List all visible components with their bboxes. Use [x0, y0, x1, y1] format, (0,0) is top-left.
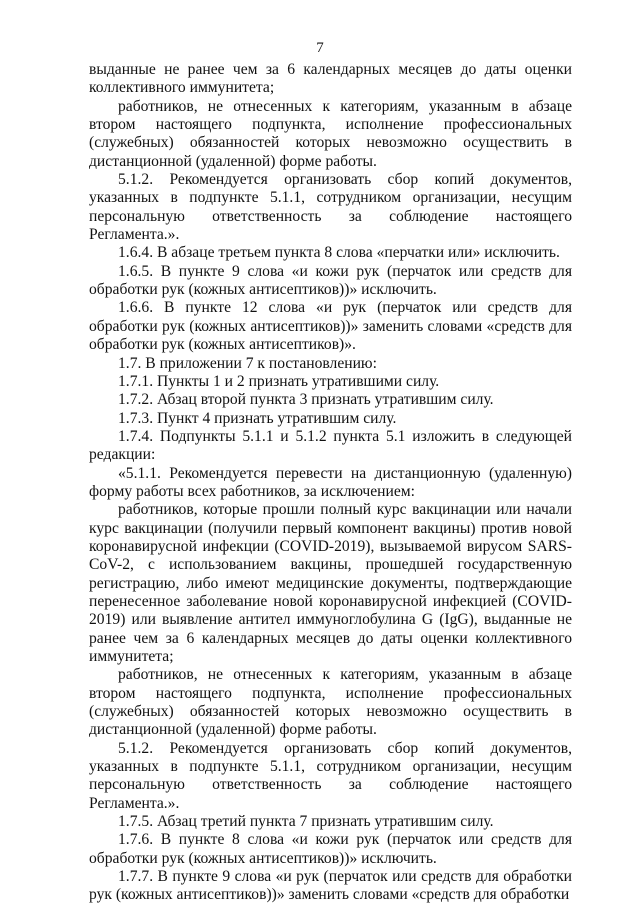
paragraph: 1.7.6. В пункте 8 слова «и кожи рук (перчаток или средств для обработки рук (кожных антисептиков))» исключить.	[89, 831, 572, 867]
document-body	[89, 61, 572, 905]
paragraph: выданные не ранее чем за 6 календарных месяцев до даты оценки коллективного иммунитета;	[89, 61, 572, 97]
paragraph: 1.6.5. В пункте 9 слова «и кожи рук (перчаток или средств для обработки рук (кожных антисептиков))» исключить.	[89, 262, 572, 299]
paragraph: 1.6.4. В абзаце третьем пункта 8 слова «перчатки или» исключить.	[118, 244, 560, 262]
page-number: 7	[316, 40, 324, 56]
paragraph: 1.7.4. Подпункты 5.1.1 и 5.1.2 пункта 5.1 изложить в следующей редакции:	[89, 427, 572, 464]
paragraph: работников, не отнесенных к категориям, указанным в абзаце втором настоящего подпункта, исполнение профессиональных (служебных) обязанностей которых невозможно осуществить в дистанционной (удаленной) форме работы.	[89, 97, 572, 170]
paragraph: работников, которые прошли полный курс вакцинации или начали курс вакцинации (получили первый компонент вакцины) против новой коронавирусной инфекции (COVID-2019), вызываемой вирусом SARS-CoV-2, с использованием вакцины, прошедшей государственную регистрацию, либо имеют медицинские документы, подтверждающие перенесенное заболевание новой коронавирусной инфекцией (COVID-2019) или выявление антител иммуноглобулина G (IgG), выданные не ранее чем за 6 календарных месяцев до даты оценки коллективного иммунитета;	[89, 501, 572, 665]
paragraph: 1.7.3. Пункт 4 признать утратившим силу.	[118, 409, 397, 427]
paragraph: 5.1.2. Рекомендуется организовать сбор копий документов, указанных в подпункте 5.1.1, сотрудником организации, несущим персональную ответственность за соблюдение настоящего Регламента.».	[89, 739, 572, 812]
paragraph: 1.7.1. Пункты 1 и 2 признать утратившими силу.	[118, 372, 440, 390]
paragraph: работников, не отнесенных к категориям, указанным в абзаце втором настоящего подпункта, исполнение профессиональных (служебных) обязанностей которых невозможно осуществить в дистанционной (удаленной) форме работы.	[89, 666, 572, 739]
paragraph: 1.7. В приложении 7 к постановлению:	[118, 354, 377, 372]
paragraph: «5.1.1. Рекомендуется перевести на дистанционную (удаленную) форму работы всех работников, за исключением:	[89, 464, 572, 500]
paragraph: 1.7.2. Абзац второй пункта 3 признать утратившим силу.	[118, 391, 494, 409]
paragraph: 5.1.2. Рекомендуется организовать сбор копий документов, указанных в подпункте 5.1.1, сотрудником организации, несущим персональную ответственность за соблюдение настоящего Регламента.».	[89, 171, 572, 244]
paragraph: 1.7.5. Абзац третий пункта 7 признать утратившим силу.	[118, 813, 494, 831]
paragraph: 1.6.6. В пункте 12 слова «и рук (перчаток или средств для обработки рук (кожных антисептиков))» заменить словами «средств для обработки рук (кожных антисептиков)».	[89, 299, 572, 354]
paragraph: 1.7.7. В пункте 9 слова «и рук (перчаток или средств для обработки рук (кожных антисептиков))» заменить словами «средств для обработки	[89, 868, 572, 904]
